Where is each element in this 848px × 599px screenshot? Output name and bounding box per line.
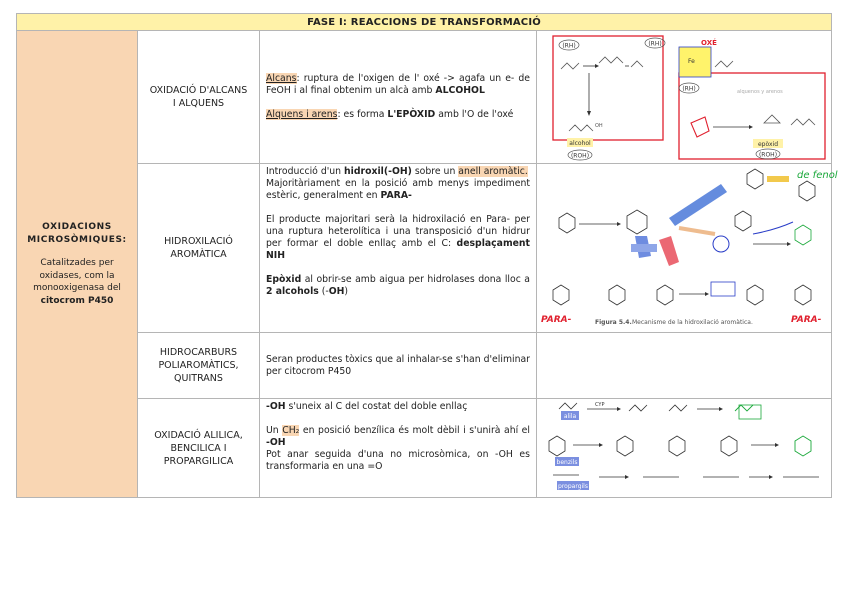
text-run: : ruptura de l'oxigen de l' oxé -> agafa un e- de FeOH i al final obtenim un alcà amb: [266, 73, 530, 96]
highlight-term: anell aromàtic.: [458, 166, 528, 177]
table-row: [17, 31, 832, 164]
highlight-term: Alcans: [266, 73, 297, 84]
svg-text:OH: OH: [595, 123, 603, 129]
paragraph: [266, 214, 530, 262]
category-title-line: OXIDACIONS: [42, 222, 112, 232]
bold-term: Epòxid: [266, 274, 302, 285]
paragraph: [266, 178, 530, 202]
paragraph: Seran productes tòxics que al inhalar-se s'han d'eliminar per citocrom P450: [266, 353, 530, 377]
process-cell: [138, 31, 260, 164]
bold-term: PARA-: [380, 190, 412, 201]
svg-text:alquenos y arenos: alquenos y arenos: [737, 89, 783, 95]
figure-cell: [537, 31, 832, 164]
table-header: [17, 14, 832, 31]
text-run: Majoritàriament en la posició amb menys impediment estèric, generalment en: [266, 178, 530, 201]
rh-label: (RH): [682, 85, 696, 93]
figure-cell: [537, 164, 838, 333]
text-run: El producte majoritari serà la hidroxilació en Para- per una ruptura heterolítica i una transposició d'un hidrur per formar el doble enllaç amb el C:: [266, 214, 530, 249]
bold-term: desplaçament NIH: [266, 238, 530, 261]
text-run: sobre un: [411, 166, 459, 177]
category-subtitle-line: monooxigenasa del: [33, 283, 121, 293]
text-run: Un: [266, 425, 283, 436]
category-title-line: MICROSÒMIQUES:: [27, 235, 127, 245]
process-name-line: QUITRANS: [174, 373, 223, 384]
table-row: [17, 399, 832, 498]
figure-cell: [537, 399, 832, 498]
bold-term: L'EPÒXID: [387, 109, 436, 120]
category-subtitle: [23, 257, 131, 307]
rh-label: (RH): [562, 42, 576, 50]
aromatic-hydroxylation-figure: [539, 166, 838, 330]
epoxid-label: epòxid: [757, 141, 779, 148]
table-row: [17, 333, 832, 399]
category-subtitle-bold: citocrom P450: [40, 295, 114, 306]
paragraph: [266, 401, 530, 413]
paragraph: [266, 166, 530, 178]
text-run: s'uneix al C del costat del doble enllaç: [285, 401, 468, 412]
alila-label: alila: [563, 413, 577, 420]
process-cell: [138, 333, 260, 399]
process-name-line: I ALQUENS: [172, 98, 225, 109]
description-cell: [260, 31, 537, 164]
description-cell: [260, 333, 537, 399]
text-run: al obrir-se amb aigua per hidrolases dona lloc a: [301, 274, 530, 285]
highlight-term: Alquens i arens: [266, 109, 338, 120]
description-cell: [260, 399, 537, 498]
category-subtitle-line: Catalitzades per: [40, 258, 114, 268]
alquens-paragraph: [266, 109, 530, 121]
text-run: : es forma: [337, 109, 388, 120]
process-cell: [138, 399, 260, 498]
figure-caption-label: Figura 5.4.: [595, 319, 632, 326]
category-subtitle-line: oxidases, com la: [39, 270, 115, 281]
category-title: [23, 221, 131, 247]
process-name-line: HIDROXILACIÓ: [164, 236, 233, 247]
process-name-line: PROPARGILICA: [163, 455, 234, 467]
propargils-label: propargils: [558, 483, 588, 490]
svg-text:CYP: CYP: [595, 402, 605, 408]
highlight-term: CH₂: [282, 425, 300, 436]
process-name-line: HIDROCARBURS: [159, 347, 238, 358]
paragraph: [266, 425, 530, 449]
process-name-line: OXIDACIÓ D'ALCANS: [149, 85, 248, 96]
roh-label: (ROH): [570, 152, 590, 160]
paragraph: [266, 274, 530, 298]
table-title: FASE I: REACCIONS DE TRANSFORMACIÓ: [307, 16, 541, 28]
process-name-line: AROMÀTICA: [170, 249, 227, 260]
bold-term: ALCOHOL: [435, 85, 485, 96]
de-fenol-annotation: de fenol: [797, 170, 838, 181]
text-run: Introducció d'un: [266, 166, 345, 177]
process-name-line: OXIDACIÓ ALILICA,: [154, 429, 243, 441]
description-cell: [260, 164, 537, 333]
process-cell: [138, 164, 260, 333]
bold-term: 2 alcohols: [266, 286, 319, 297]
process-name-line: BENCILICA I: [170, 442, 227, 454]
allylic-benzylic-figure: [539, 401, 829, 495]
process-name-line: POLIAROMÀTICS,: [158, 360, 239, 371]
table-row: [17, 164, 832, 333]
benzils-label: benzils: [556, 459, 578, 466]
text-run: (-: [318, 286, 329, 297]
oxe-label: OXÉ: [701, 39, 717, 47]
svg-text:Fe: Fe: [688, 58, 695, 65]
figure-caption: Mecanisme de la hidroxilació aromàtica.: [632, 319, 753, 326]
bold-term: -OH: [266, 437, 286, 448]
empty-figure-cell: [537, 333, 832, 399]
bold-term: -OH: [266, 401, 286, 412]
category-cell: [17, 31, 138, 498]
rh-label: (RH): [648, 40, 662, 48]
para-annotation-left: PARA-: [541, 315, 572, 325]
alcohol-label: alcohol: [569, 140, 591, 147]
fase-table: [16, 13, 838, 498]
bold-term: OH: [328, 286, 345, 297]
para-annotation-right: PARA-: [791, 315, 822, 325]
roh-label: (ROH): [758, 151, 778, 159]
paragraph: Pot anar seguida d'una no microsòmica, on -OH es transformaria en una =O: [266, 449, 530, 472]
text-run: en posició benzílica és molt dèbil i s'unirà ahí el: [299, 425, 530, 436]
text-run: amb l'O de l'oxé: [435, 109, 514, 120]
alcans-paragraph: [266, 73, 530, 97]
bold-term: hidroxil(-OH): [344, 166, 412, 177]
text-run: ): [344, 286, 349, 297]
oxidation-mechanism-figure: [539, 33, 829, 161]
